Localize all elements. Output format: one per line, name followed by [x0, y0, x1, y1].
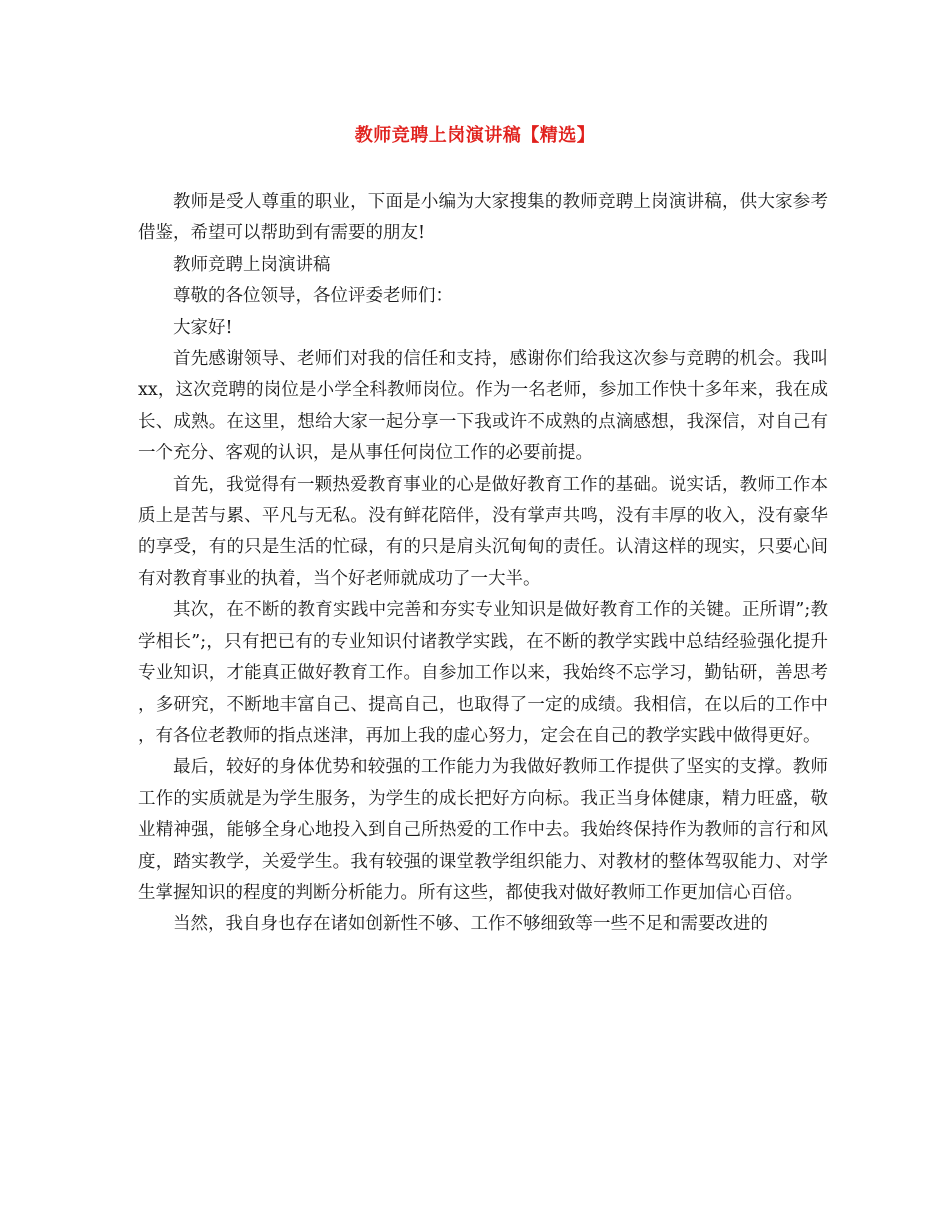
body-paragraph: 其次，在不断的教育实践中完善和夯实专业知识是做好教育工作的关键。正所谓”;教学相长”;，只有把已有的专业知识付诸教学实践，在不断的教学实践中总结经验强化提升专业知识，才能真正做好教育工作。自参加工作以来，我始终不忘学习，勤钻研，善思考，多研究，不断地丰富自己、提高自己，也取得了一定的成绩。我相信，在以后的工作中，有各位老教师的指点迷津，再加上我的虚心努力，定会在自己的教学实践中做得更好。 [138, 600, 828, 746]
body-paragraph: 当然，我自身也存在诸如创新性不够、工作不够细致等一些不足和需要改进的 [173, 914, 768, 935]
speech-heading: 教师竞聘上岗演讲稿 [173, 254, 331, 275]
body-paragraph: 首先，我觉得有一颗热爱教育事业的心是做好教育工作的基础。说实话，教师工作本质上是苦与累、平凡与无私。没有鲜花陪伴，没有掌声共鸣，没有丰厚的收入，没有豪华的享受，有的只是生活的忙碌，有的只是肩头沉甸甸的责任。认清这样的现实，只要心间有对教育事业的执着，当个好老师就成功了一大半。 [138, 474, 828, 589]
document-title: 教师竞聘上岗演讲稿【精选】 [354, 125, 596, 146]
document-body [138, 187, 828, 941]
body-paragraph: 首先感谢领导、老师们对我的信任和支持，感谢你们给我这次参与竞聘的机会。我叫 xx，这次竞聘的岗位是小学全科教师岗位。作为一名老师，参加工作快十多年来，我在成长、成熟。在这里，想给大家一起分享一下我或许不成熟的点滴感想，我深信，对自己有一个充分、客观的认识，是从事任何岗位工作的必要前提。 [138, 349, 828, 464]
greeting: 大家好! [173, 317, 233, 338]
intro-paragraph: 教师是受人尊重的职业，下面是小编为大家搜集的教师竞聘上岗演讲稿，供大家参考借鉴，希望可以帮助到有需要的朋友! [138, 192, 828, 244]
salutation: 尊敬的各位领导，各位评委老师们： [173, 286, 453, 307]
body-paragraph: 最后，较好的身体优势和较强的工作能力为我做好教师工作提供了坚实的支撑。教师工作的实质就是为学生服务，为学生的成长把好方向标。我正当身体健康，精力旺盛，敬业精神强，能够全身心地投入到自己所热爱的工作中去。我始终保持作为教师的言行和风度，踏实教学，关爱学生。我有较强的课堂教学组织能力、对教材的整体驾驭能力、对学生掌握知识的程度的判断分析能力。所有这些，都使我对做好教师工作更加信心百倍。 [138, 757, 828, 903]
